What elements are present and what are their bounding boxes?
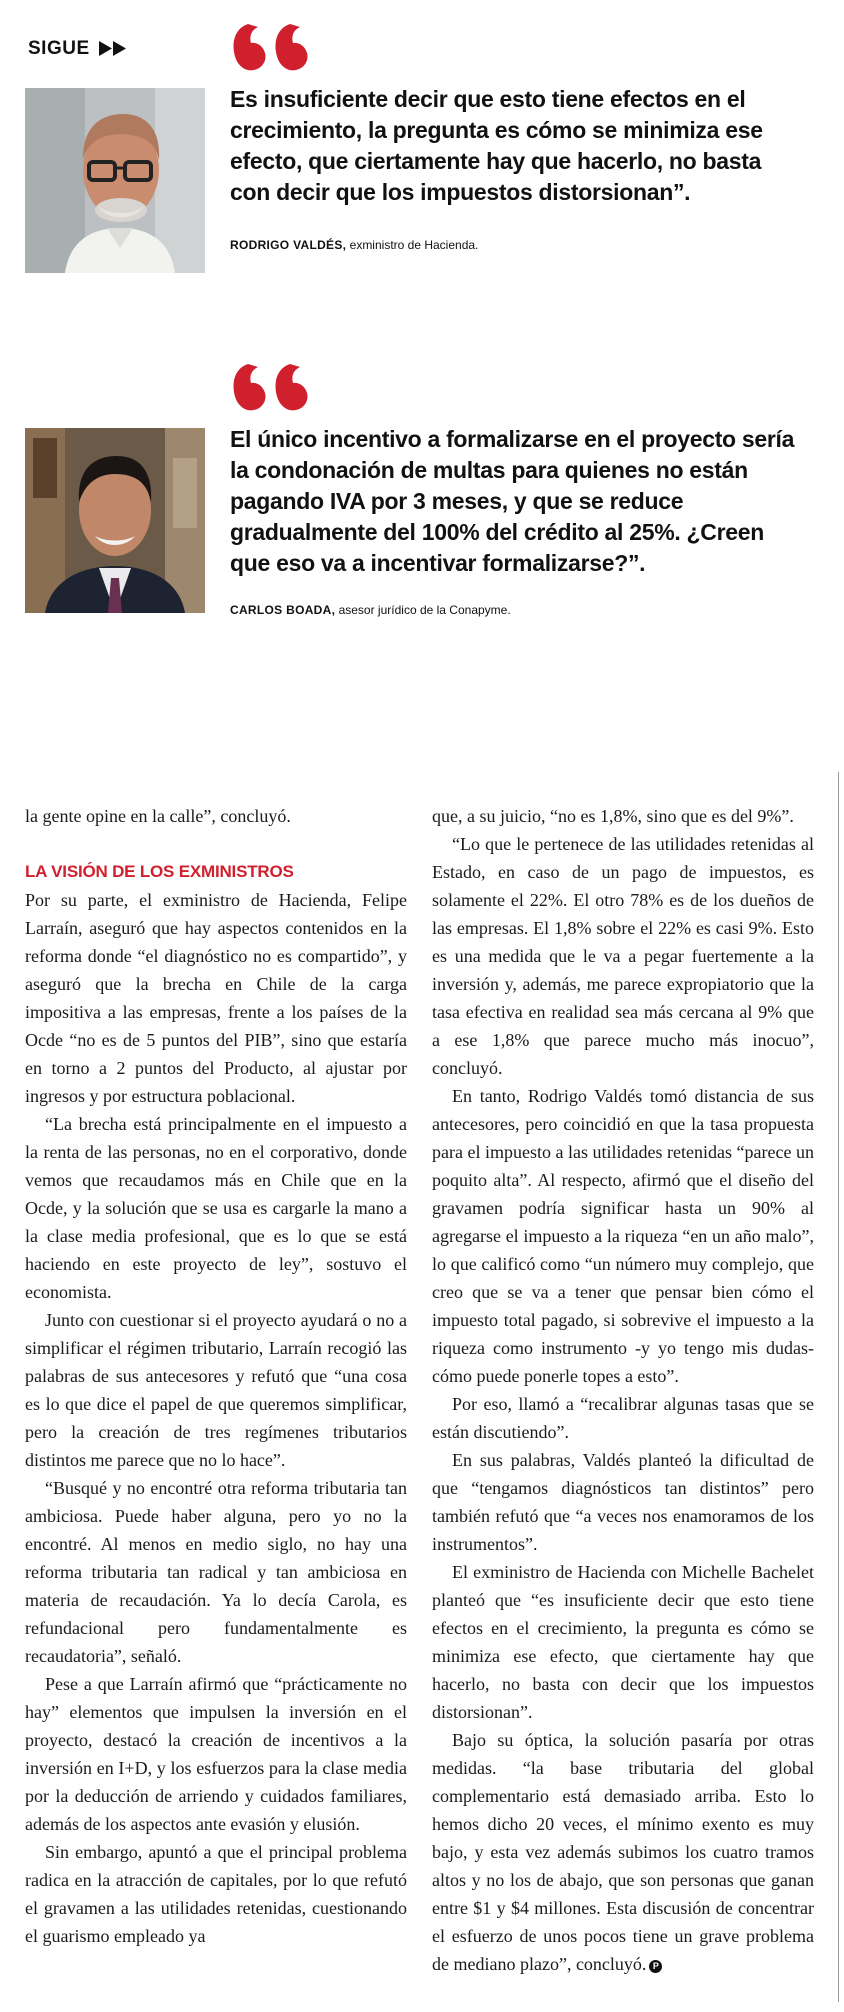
quote-role: exministro de Hacienda.	[349, 238, 479, 252]
article-paragraph-text: Bajo su óptica, la solución pasaría por otras medidas. “la base tributaria del global complementario está demasiado arriba. Esto lo hemos dicho 20 veces, el mínimo exento es muy bajo, y esta vez además subimos los cuatro tramos altos y no los de abajo, que son personas que ganan entre $1 y $4 millones. Esta discusión de concentrar el esfuerzo de unos pocos tiene un grave problema de mediano plazo”, concluyó.	[432, 1730, 814, 1974]
article-paragraph: Pese a que Larraín afirmó que “prácticamente no hay” elementos que impulsen la inversión en el proyecto, destacó la creación de incentivos a la inversión en I+D, y los esfuerzos para la clase media por la deducción de arriendo y cuidados familiares, además de los aspectos ante evasión y elusión.	[25, 1674, 407, 1834]
article-paragraph: Por eso, llamó a “recalibrar algunas tasas que se están discutiendo”.	[432, 1394, 814, 1442]
article-paragraph: En sus palabras, Valdés planteó la dificultad de que “tengamos diagnósticos tan distintos” pero también refutó que “a veces nos enamoramos de los instrumentos”.	[432, 1450, 814, 1554]
quote-attribution	[230, 603, 511, 617]
article-paragraph: Junto con cuestionar si el proyecto ayudará o no a simplificar el régimen tributario, Larraín recogió las palabras de sus antecesores y refutó que “una cosa es lo que dice el papel de que queremos simplificar, pero la creación de tres regímenes tributarios distintos me parece que no lo hace”.	[25, 1310, 407, 1470]
article-paragraph: El exministro de Hacienda con Michelle Bachelet planteó que “es insuficiente decir que esto tiene efectos en el crecimiento, la pregunta es cómo se minimiza ese efecto, que ciertamente hay que hacerlo, no basta con decir que los impuestos distorsionan”.	[432, 1562, 814, 1722]
sigue-text: SIGUE	[28, 38, 90, 59]
portrait-rodrigo-valdes	[25, 88, 205, 273]
quote-author: CARLOS BOADA,	[230, 603, 336, 617]
article-paragraph: En tanto, Rodrigo Valdés tomó distancia de sus antecesores, pero coincidió en que la tasa propuesta para el impuesto a las utilidades retenidas “parece un poquito alta”. Al respecto, afirmó que el diseño del gravamen podría significar hasta un 90% al agregarse el impuesto a la riqueza “en un año malo”, lo que calificó como “un número muy complejo, que creo que se va a tener que pensar bien cómo el impuesto total pagado, si sobrevive el impuesto a la riqueza como instrumento -y yo tengo mis dudas- cómo puede ponerle topes a esto”.	[432, 1086, 814, 1386]
section-subhead: LA VISIÓN DE LOS EXMINISTROS	[25, 862, 294, 881]
article-column-right	[432, 802, 814, 1978]
column-divider	[838, 772, 839, 2002]
portrait-carlos-boada	[25, 428, 205, 613]
article-paragraph: “Lo que le pertenece de las utilidades retenidas al Estado, en caso de un pago de impuestos, es solamente el 22%. El otro 78% es de los dueños de las empresas. El 1,8% sobre el 22% es casi 9%. Esto es una medida que le va a pegar fuertemente a la inversión y, además, me parece expropiatorio que la tasa efectiva en realidad sea más cercana al 9% que a ese 1,8% que parece mucho más inocuo”, concluyó.	[432, 834, 814, 1078]
article-paragraph: la gente opine en la calle”, concluyó.	[25, 806, 291, 826]
quote-role: asesor jurídico de la Conapyme.	[338, 603, 511, 617]
article-paragraph: Por su parte, el exministro de Hacienda, Felipe Larraín, aseguró que hay aspectos contenidos en la reforma donde “el diagnóstico no es compartido”, y aseguró que la brecha en Chile de la carga impositiva a las empresas, frente a los países de la Ocde “no es de 5 puntos del PIB”, sino que estaría en torno a 2 puntos del Producto, al ajustar por ingresos y por estructura poblacional.	[25, 890, 407, 1106]
quote-mark-icon	[230, 360, 314, 414]
pull-quote-text: El único incentivo a formalizarse en el proyecto sería la condonación de multas para quienes no están pagando IVA por 3 meses, y que se reduce gradualmente del 100% del crédito al 25%. ¿Creen que eso va a incentivar formalizarse?”.	[230, 426, 795, 576]
article-paragraph: “La brecha está principalmente en el impuesto a la renta de las personas, no en el corporativo, donde vemos que recaudamos más en Chile que en la Ocde, y la solución que se usa es cargarle la mano a la clase media profesional, que es lo que se está haciendo en este proyecto de ley”, sostuvo el economista.	[25, 1114, 407, 1302]
sigue-label	[28, 38, 129, 60]
end-mark-icon: P	[649, 1960, 662, 1973]
quote-mark-icon	[230, 20, 314, 74]
article-paragraph: Sin embargo, apuntó a que el principal problema radica en la atracción de capitales, por lo que refutó el gravamen a las utilidades retenidas, cuestionando el guarismo empleado ya	[25, 1842, 407, 1946]
quote-attribution	[230, 238, 478, 252]
double-arrow-icon	[99, 41, 129, 56]
pull-quote-text: Es insuficiente decir que esto tiene efectos en el crecimiento, la pregunta es cómo se minimiza ese efecto, que ciertamente hay que hacerlo, no basta con decir que los impuestos distorsionan”.	[230, 86, 763, 205]
article-column-left	[25, 802, 407, 1950]
article-paragraph: “Busqué y no encontré otra reforma tributaria tan ambiciosa. Puede haber alguna, pero yo no la encontré. Al menos en medio siglo, no hay una reforma tributaria tan radical y tan ambiciosa en materia de recaudación. Ya lo decía Carola, es refundacional pero fundamentalmente es recaudatoria”, señaló.	[25, 1478, 407, 1666]
article-paragraph: que, a su juicio, “no es 1,8%, sino que es del 9%”.	[432, 806, 794, 826]
quote-author: RODRIGO VALDÉS,	[230, 238, 347, 252]
article-paragraph-last	[432, 1726, 814, 1978]
